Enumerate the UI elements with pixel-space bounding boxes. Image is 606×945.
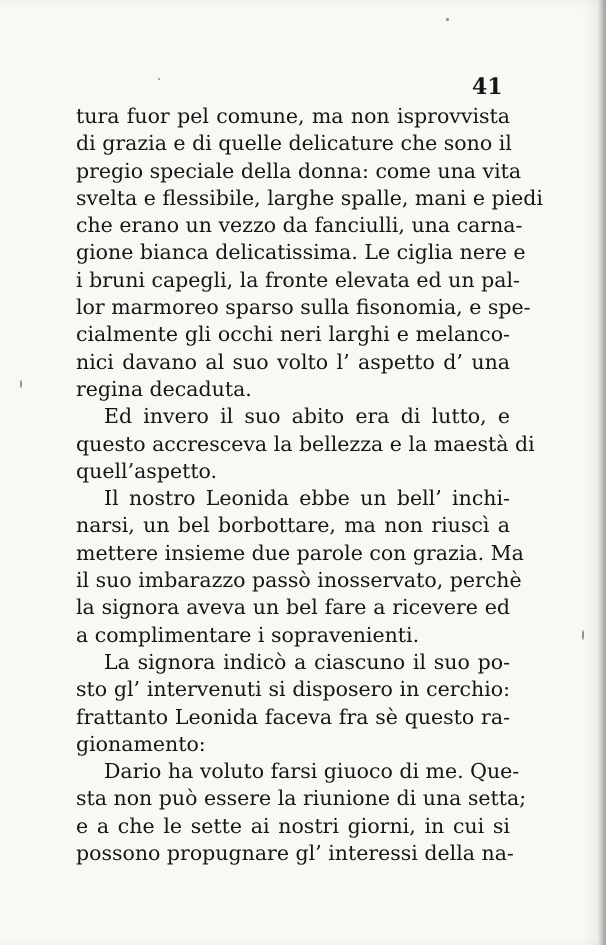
text-line: che erano un vezzo da fanciulli, una carna- bbox=[76, 213, 523, 238]
text-line: lor marmoreo sparso sulla fisonomia, e spe- bbox=[76, 295, 531, 320]
text-line: narsi, un bel borbottare, ma non riuscì a bbox=[76, 513, 510, 538]
text-line: sto gl’ intervenuti si disposero in cerchio: bbox=[76, 677, 510, 702]
page-edge-shadow bbox=[598, 0, 606, 945]
text-line: frattanto Leonida faceva fra sè questo ra- bbox=[76, 704, 510, 729]
text-line: La signora indicò a ciascuno il suo po- bbox=[104, 649, 510, 674]
paper-speck bbox=[446, 18, 449, 21]
text-line: di grazia e di quelle delicature che sono il bbox=[76, 131, 512, 156]
text-line: regina decaduta. bbox=[76, 376, 252, 401]
text-line: possono propugnare gl’ interessi della na- bbox=[76, 841, 514, 866]
text-line: gione bianca delicatissima. Le ciglia nere e bbox=[76, 240, 526, 265]
text-line: il suo imbarazzo passò inosservato, perchè bbox=[76, 568, 522, 593]
paper-speck bbox=[158, 78, 160, 80]
body-text bbox=[76, 103, 543, 867]
text-line: nici davano al suo volto l’ aspetto d’ una bbox=[76, 349, 510, 374]
paper-speck bbox=[20, 380, 22, 388]
text-line: a complimentare i sopravenienti. bbox=[76, 622, 420, 647]
text-line: e a che le sette ai nostri giorni, in cui si bbox=[76, 813, 510, 838]
text-line: Dario ha voluto farsi giuoco di me. Que- bbox=[104, 759, 520, 784]
page-number: 41 bbox=[472, 74, 503, 100]
text-line: quell’aspetto. bbox=[76, 458, 218, 483]
text-line: questo accresceva la bellezza e la maestà di bbox=[76, 431, 535, 456]
text-line: tura fuor pel comune, ma non isprovvista bbox=[76, 104, 510, 128]
text-line: pregio speciale della donna: come una vita bbox=[76, 158, 522, 183]
text-line: sta non può essere la riunione di una setta; bbox=[76, 786, 527, 811]
text-line: gionamento: bbox=[76, 731, 206, 756]
text-line: svelta e flessibile, larghe spalle, mani e piedi bbox=[76, 185, 543, 210]
text-line: la signora aveva un bel fare a ricevere ed bbox=[76, 595, 510, 620]
text-line: mettere insieme due parole con grazia. Ma bbox=[76, 540, 524, 565]
text-line: Il nostro Leonida ebbe un bell’ inchi- bbox=[104, 486, 510, 511]
text-line: cialmente gli occhi neri larghi e melanco- bbox=[76, 322, 510, 347]
text-line: Ed invero il suo abito era di lutto, e bbox=[104, 404, 510, 429]
paper-speck bbox=[582, 630, 584, 640]
text-line: i bruni capegli, la fronte elevata ed un pal- bbox=[76, 267, 520, 292]
